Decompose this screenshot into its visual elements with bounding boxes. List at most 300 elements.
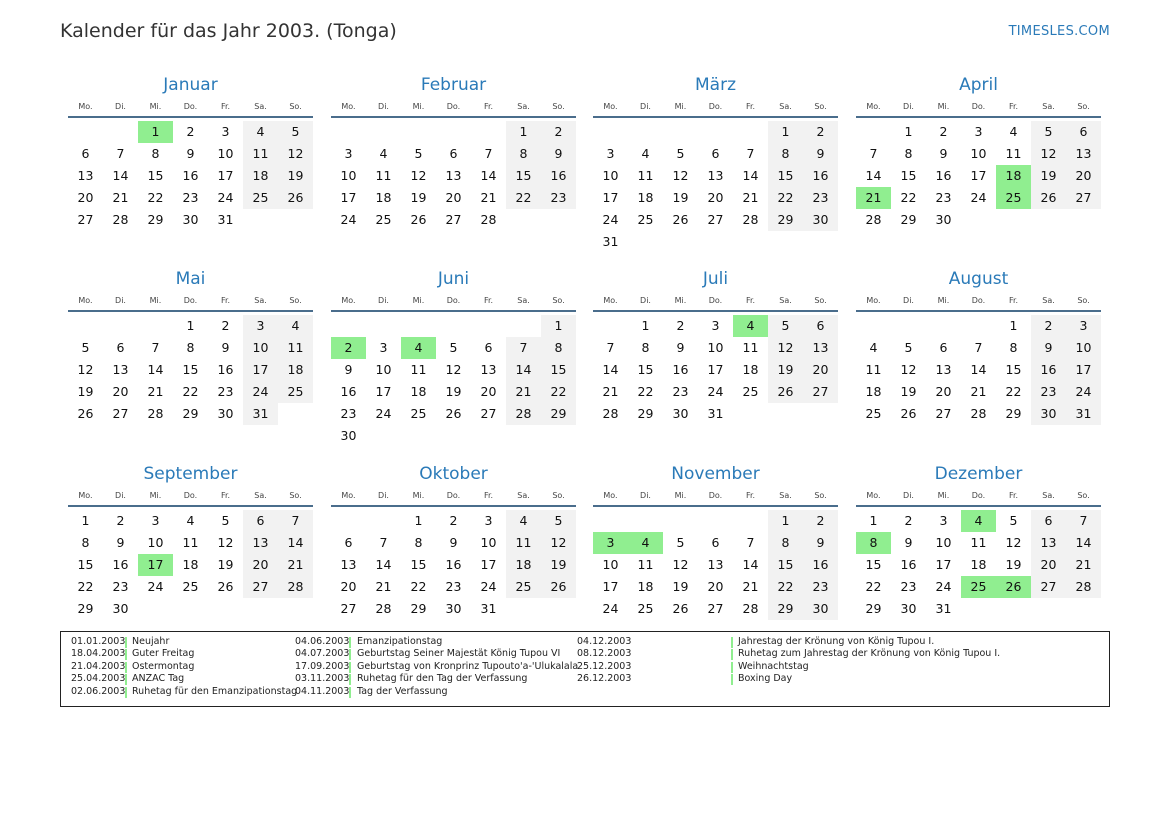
- day-cell: 30: [935, 212, 952, 227]
- day-cell: 26: [410, 212, 427, 227]
- day-grid: [856, 121, 1101, 231]
- holiday-day-cell: 21: [856, 187, 891, 209]
- month-juni: [331, 266, 576, 447]
- day-cell: 5: [1031, 121, 1066, 143]
- day-cell: 29: [1005, 406, 1022, 421]
- day-cell: 9: [186, 146, 195, 161]
- day-cell: 19: [77, 384, 94, 399]
- day-cell: 1: [541, 315, 576, 337]
- day-cell: 29: [77, 601, 94, 616]
- holiday-marker: [349, 649, 351, 660]
- day-cell: 6: [344, 535, 353, 550]
- holiday-date: 25.04.2003: [71, 673, 126, 685]
- day-cell: 25: [182, 579, 199, 594]
- day-cell: 18: [410, 384, 427, 399]
- day-cell: 28: [970, 406, 987, 421]
- day-cell: 18: [278, 359, 313, 381]
- holiday-marker: [731, 662, 733, 673]
- day-cell: 23: [935, 190, 952, 205]
- day-cell: 4: [243, 121, 278, 143]
- day-cell: 14: [112, 168, 129, 183]
- day-cell: 11: [637, 168, 654, 183]
- holiday-name: Ruhetag für den Emanzipationstag: [132, 685, 298, 697]
- holiday-date: 26.12.2003: [577, 673, 632, 685]
- day-cell: 5: [904, 340, 913, 355]
- day-cell: 15: [506, 165, 541, 187]
- weekday-label: So.: [289, 296, 302, 305]
- weekday-label: Mi.: [149, 491, 162, 500]
- day-cell: 3: [711, 318, 720, 333]
- weekday-header: [68, 292, 313, 312]
- holiday-name: Jahrestag der Krönung von König Tupou I.: [738, 636, 935, 647]
- month-title: September: [143, 464, 238, 484]
- weekday-label: Fr.: [745, 102, 756, 111]
- day-cell: 15: [77, 557, 94, 572]
- day-cell: 28: [480, 212, 497, 227]
- day-cell: 18: [742, 362, 759, 377]
- empty-cell: [628, 510, 663, 532]
- weekday-label: Sa.: [517, 491, 530, 500]
- day-cell: 27: [803, 381, 838, 403]
- day-cell: 9: [803, 143, 838, 165]
- day-cell: 20: [1066, 165, 1101, 187]
- holiday-date: 02.06.2003: [71, 685, 126, 697]
- day-cell: 16: [1031, 359, 1066, 381]
- weekday-header: [856, 292, 1101, 312]
- day-cell: 10: [970, 146, 987, 161]
- weekday-label: Fr.: [220, 102, 231, 111]
- day-cell: 1: [1009, 318, 1018, 333]
- weekday-label: So.: [814, 296, 827, 305]
- day-cell: 1: [81, 513, 90, 528]
- day-cell: 14: [1066, 532, 1101, 554]
- empty-cell: [436, 315, 471, 337]
- day-cell: 25: [637, 212, 654, 227]
- day-cell: 28: [742, 601, 759, 616]
- day-cell: 21: [602, 384, 619, 399]
- month-title: Januar: [163, 75, 218, 95]
- weekday-label: So.: [1077, 491, 1090, 500]
- day-cell: 24: [147, 579, 164, 594]
- day-cell: 24: [1066, 381, 1101, 403]
- day-cell: 3: [484, 513, 493, 528]
- day-cell: 7: [746, 535, 755, 550]
- day-cell: 9: [1031, 337, 1066, 359]
- day-cell: 29: [768, 209, 803, 231]
- holiday-marker: [731, 637, 733, 648]
- day-cell: 19: [1031, 165, 1066, 187]
- month-title: Dezember: [934, 464, 1023, 484]
- day-cell: 12: [410, 168, 427, 183]
- day-cell: 24: [970, 190, 987, 205]
- month-title: Mai: [175, 269, 206, 289]
- day-cell: 11: [506, 532, 541, 554]
- empty-cell: [103, 121, 138, 143]
- day-cell: 13: [480, 362, 497, 377]
- day-cell: 30: [340, 428, 357, 443]
- day-cell: 24: [935, 579, 952, 594]
- day-cell: 7: [746, 146, 755, 161]
- day-cell: 19: [278, 165, 313, 187]
- day-cell: 26: [672, 601, 689, 616]
- day-cell: 12: [768, 337, 803, 359]
- day-cell: 3: [974, 124, 983, 139]
- day-cell: 9: [904, 535, 913, 550]
- day-cell: 24: [217, 190, 234, 205]
- weekday-header: [331, 292, 576, 312]
- holiday-day-cell: 1: [138, 121, 173, 143]
- day-cell: 4: [506, 510, 541, 532]
- day-cell: 22: [541, 381, 576, 403]
- holiday-date: 04.07.2003: [295, 648, 350, 660]
- day-cell: 10: [217, 146, 234, 161]
- day-cell: 9: [676, 340, 685, 355]
- weekday-label: Mo.: [78, 491, 93, 500]
- day-cell: 9: [541, 143, 576, 165]
- day-cell: 2: [541, 121, 576, 143]
- weekday-label: Fr.: [745, 296, 756, 305]
- weekday-label: So.: [1077, 296, 1090, 305]
- month-april: [856, 72, 1101, 231]
- day-cell: 11: [637, 557, 654, 572]
- day-cell: 9: [344, 362, 353, 377]
- weekday-label: Fr.: [483, 491, 494, 500]
- holiday-legend: [60, 631, 1110, 707]
- weekday-label: Fr.: [1008, 102, 1019, 111]
- empty-cell: [663, 121, 698, 143]
- weekday-label: Mi.: [674, 491, 687, 500]
- empty-cell: [331, 121, 366, 143]
- day-cell: 2: [803, 121, 838, 143]
- day-cell: 16: [935, 168, 952, 183]
- empty-cell: [401, 121, 436, 143]
- day-cell: 27: [1066, 187, 1101, 209]
- day-cell: 1: [768, 121, 803, 143]
- day-cell: 23: [445, 579, 462, 594]
- day-cell: 20: [707, 579, 724, 594]
- weekday-label: So.: [289, 491, 302, 500]
- day-cell: 8: [186, 340, 195, 355]
- day-cell: 20: [340, 579, 357, 594]
- empty-cell: [68, 315, 103, 337]
- weekday-label: Fr.: [1008, 491, 1019, 500]
- day-cell: 1: [641, 318, 650, 333]
- day-cell: 5: [676, 146, 685, 161]
- day-cell: 17: [217, 168, 234, 183]
- weekday-label: Mi.: [149, 102, 162, 111]
- empty-cell: [436, 121, 471, 143]
- empty-cell: [138, 315, 173, 337]
- day-cell: 26: [77, 406, 94, 421]
- weekday-label: Mo.: [78, 296, 93, 305]
- day-cell: 10: [375, 362, 392, 377]
- weekday-label: Mi.: [937, 491, 950, 500]
- day-cell: 16: [182, 168, 199, 183]
- month-januar: [68, 72, 313, 231]
- day-cell: 18: [637, 190, 654, 205]
- day-cell: 13: [803, 337, 838, 359]
- day-cell: 18: [243, 165, 278, 187]
- day-cell: 2: [186, 124, 195, 139]
- empty-cell: [331, 315, 366, 337]
- day-cell: 19: [541, 554, 576, 576]
- empty-cell: [506, 315, 541, 337]
- day-cell: 11: [742, 340, 759, 355]
- day-cell: 6: [449, 146, 458, 161]
- site-link[interactable]: TIMESLES.COM: [1008, 24, 1110, 39]
- weekday-label: Do.: [183, 296, 198, 305]
- weekday-label: Mi.: [412, 491, 425, 500]
- holiday-marker: [125, 649, 127, 660]
- day-cell: 19: [445, 384, 462, 399]
- weekday-label: Mi.: [937, 296, 950, 305]
- day-cell: 15: [182, 362, 199, 377]
- empty-cell: [366, 121, 401, 143]
- weekday-label: Mo.: [78, 102, 93, 111]
- weekday-header: [593, 98, 838, 118]
- day-cell: 25: [243, 187, 278, 209]
- weekday-label: Fr.: [483, 102, 494, 111]
- empty-cell: [961, 315, 996, 337]
- day-cell: 15: [768, 165, 803, 187]
- day-cell: 28: [147, 406, 164, 421]
- day-cell: 12: [672, 168, 689, 183]
- day-cell: 11: [182, 535, 199, 550]
- day-cell: 12: [278, 143, 313, 165]
- holiday-date: 18.04.2003: [71, 648, 126, 660]
- day-cell: 23: [803, 576, 838, 598]
- empty-cell: [733, 121, 768, 143]
- empty-cell: [628, 121, 663, 143]
- weekday-label: Do.: [971, 491, 986, 500]
- holiday-day-cell: 2: [331, 337, 366, 359]
- day-cell: 14: [147, 362, 164, 377]
- day-cell: 20: [112, 384, 129, 399]
- weekday-label: Sa.: [254, 296, 267, 305]
- day-cell: 7: [974, 340, 983, 355]
- day-cell: 1: [904, 124, 913, 139]
- day-cell: 15: [1005, 362, 1022, 377]
- empty-cell: [593, 510, 628, 532]
- weekday-label: So.: [1077, 102, 1090, 111]
- day-cell: 22: [768, 187, 803, 209]
- day-cell: 13: [1031, 532, 1066, 554]
- holiday-date: 17.09.2003: [295, 660, 350, 672]
- day-cell: 3: [939, 513, 948, 528]
- weekday-label: Mo.: [341, 491, 356, 500]
- weekday-label: Do.: [971, 296, 986, 305]
- weekday-label: Mo.: [866, 491, 881, 500]
- day-cell: 15: [768, 554, 803, 576]
- day-cell: 30: [445, 601, 462, 616]
- day-cell: 13: [77, 168, 94, 183]
- day-cell: 8: [904, 146, 913, 161]
- day-cell: 22: [900, 190, 917, 205]
- day-cell: 7: [606, 340, 615, 355]
- day-cell: 2: [803, 510, 838, 532]
- day-cell: 23: [672, 384, 689, 399]
- day-cell: 6: [484, 340, 493, 355]
- holiday-date: 04.11.2003: [295, 685, 350, 697]
- day-cell: 27: [1031, 576, 1066, 598]
- day-cell: 22: [768, 576, 803, 598]
- day-cell: 9: [221, 340, 230, 355]
- holiday-name: Ruhetag für den Tag der Verfassung: [357, 673, 528, 685]
- day-cell: 28: [742, 212, 759, 227]
- day-cell: 30: [1031, 403, 1066, 425]
- weekday-label: Mi.: [674, 296, 687, 305]
- day-cell: 25: [637, 601, 654, 616]
- holiday-day-cell: 4: [733, 315, 768, 337]
- day-cell: 29: [410, 601, 427, 616]
- holiday-day-cell: 26: [996, 576, 1031, 598]
- day-cell: 13: [707, 168, 724, 183]
- day-cell: 18: [865, 384, 882, 399]
- day-cell: 15: [410, 557, 427, 572]
- day-cell: 31: [480, 601, 497, 616]
- day-grid: [856, 510, 1101, 620]
- holiday-day-cell: 25: [996, 187, 1031, 209]
- day-cell: 8: [1009, 340, 1018, 355]
- weekday-label: Sa.: [1042, 102, 1055, 111]
- weekday-label: So.: [552, 296, 565, 305]
- day-cell: 27: [243, 576, 278, 598]
- day-cell: 23: [112, 579, 129, 594]
- day-cell: 3: [243, 315, 278, 337]
- day-cell: 17: [243, 359, 278, 381]
- holiday-marker: [349, 674, 351, 685]
- holiday-date: 25.12.2003: [577, 660, 632, 672]
- day-cell: 20: [77, 190, 94, 205]
- empty-cell: [593, 121, 628, 143]
- month-oktober: [331, 461, 576, 620]
- day-cell: 27: [340, 601, 357, 616]
- page-title: Kalender für das Jahr 2003. (Tonga): [60, 20, 397, 42]
- weekday-header: [68, 487, 313, 507]
- day-cell: 3: [151, 513, 160, 528]
- day-cell: 30: [803, 209, 838, 231]
- weekday-label: Fr.: [745, 491, 756, 500]
- weekday-label: Do.: [708, 296, 723, 305]
- holiday-date: 21.04.2003: [71, 660, 126, 672]
- day-cell: 16: [803, 165, 838, 187]
- holiday-marker: [125, 687, 127, 698]
- day-cell: 11: [410, 362, 427, 377]
- day-cell: 10: [340, 168, 357, 183]
- day-grid: [68, 121, 313, 231]
- day-cell: 24: [375, 406, 392, 421]
- day-cell: 17: [935, 557, 952, 572]
- day-cell: 26: [672, 212, 689, 227]
- day-cell: 7: [151, 340, 160, 355]
- holiday-day-cell: 25: [961, 576, 996, 598]
- day-cell: 9: [803, 532, 838, 554]
- day-cell: 23: [340, 406, 357, 421]
- day-cell: 10: [480, 535, 497, 550]
- weekday-label: Mo.: [341, 296, 356, 305]
- holiday-date: 01.01.2003: [71, 636, 126, 647]
- month-juli: [593, 266, 838, 425]
- day-cell: 9: [939, 146, 948, 161]
- holiday-name: Geburtstag Seiner Majestät König Tupou VI: [357, 648, 561, 660]
- day-cell: 13: [445, 168, 462, 183]
- day-cell: 5: [1009, 513, 1018, 528]
- holiday-name: Ruhetag zum Jahrestag der Krönung von König Tupou I.: [738, 648, 1001, 660]
- holiday-day-cell: 4: [401, 337, 436, 359]
- day-cell: 14: [970, 362, 987, 377]
- day-cell: 10: [243, 337, 278, 359]
- day-cell: 3: [1066, 315, 1101, 337]
- weekday-label: Sa.: [254, 491, 267, 500]
- weekday-label: Mo.: [603, 491, 618, 500]
- holiday-name: Emanzipationstag: [357, 636, 443, 647]
- holiday-name: Ostermontag: [132, 660, 195, 672]
- day-cell: 27: [445, 212, 462, 227]
- weekday-label: So.: [552, 491, 565, 500]
- day-cell: 20: [243, 554, 278, 576]
- day-cell: 3: [379, 340, 388, 355]
- month-märz: [593, 72, 838, 253]
- day-cell: 23: [1031, 381, 1066, 403]
- day-cell: 6: [711, 146, 720, 161]
- day-cell: 16: [217, 362, 234, 377]
- day-cell: 28: [375, 601, 392, 616]
- day-cell: 16: [803, 554, 838, 576]
- day-cell: 11: [375, 168, 392, 183]
- weekday-label: So.: [552, 102, 565, 111]
- day-cell: 26: [217, 579, 234, 594]
- holiday-day-cell: 8: [856, 532, 891, 554]
- empty-cell: [856, 315, 891, 337]
- weekday-label: So.: [289, 102, 302, 111]
- day-cell: 5: [414, 146, 423, 161]
- day-cell: 31: [1066, 403, 1101, 425]
- day-cell: 5: [676, 535, 685, 550]
- day-cell: 16: [445, 557, 462, 572]
- empty-cell: [698, 510, 733, 532]
- day-cell: 21: [970, 384, 987, 399]
- weekday-label: Fr.: [483, 296, 494, 305]
- day-cell: 16: [340, 384, 357, 399]
- weekday-label: So.: [814, 491, 827, 500]
- day-cell: 19: [900, 384, 917, 399]
- weekday-label: Di.: [378, 102, 389, 111]
- day-cell: 11: [1005, 146, 1022, 161]
- weekday-label: Do.: [708, 491, 723, 500]
- day-cell: 24: [480, 579, 497, 594]
- holiday-name: Boxing Day: [738, 673, 793, 685]
- weekday-label: Sa.: [779, 296, 792, 305]
- day-cell: 22: [410, 579, 427, 594]
- day-cell: 22: [506, 187, 541, 209]
- holiday-day-cell: 4: [628, 532, 663, 554]
- holiday-marker: [349, 662, 351, 673]
- day-cell: 18: [970, 557, 987, 572]
- day-cell: 9: [449, 535, 458, 550]
- day-cell: 6: [116, 340, 125, 355]
- day-cell: 13: [707, 557, 724, 572]
- weekday-label: Di.: [903, 491, 914, 500]
- day-cell: 3: [344, 146, 353, 161]
- month-title: März: [695, 75, 736, 95]
- day-cell: 21: [742, 190, 759, 205]
- day-cell: 7: [278, 510, 313, 532]
- day-cell: 6: [1066, 121, 1101, 143]
- day-cell: 21: [375, 579, 392, 594]
- day-cell: 22: [77, 579, 94, 594]
- day-cell: 5: [541, 510, 576, 532]
- weekday-label: Di.: [115, 491, 126, 500]
